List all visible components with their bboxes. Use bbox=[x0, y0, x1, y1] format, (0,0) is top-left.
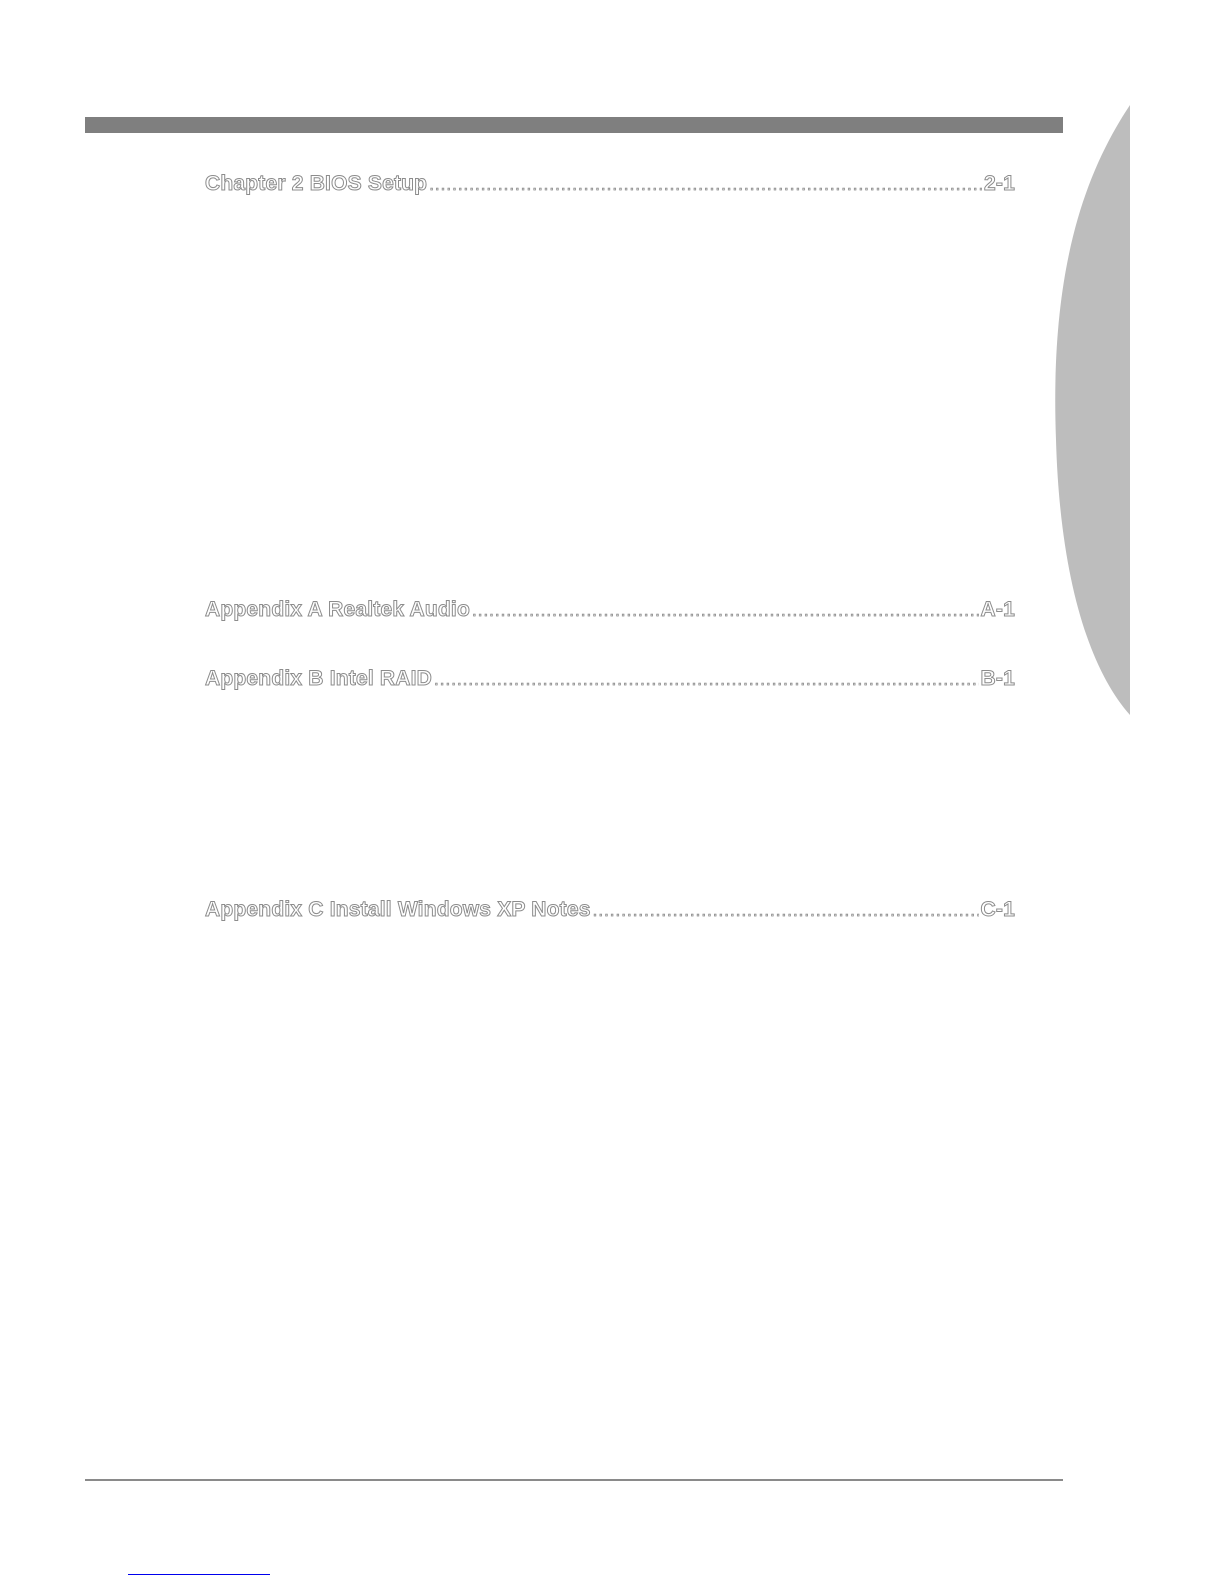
footer-rule bbox=[85, 1479, 1063, 1481]
toc-entry-title: Chapter 2 BIOS Setup bbox=[205, 172, 428, 195]
dot-leader bbox=[429, 175, 982, 195]
footer-link-underline[interactable] bbox=[128, 1574, 270, 1575]
toc-entry-page: C-1 bbox=[980, 898, 1015, 921]
dot-leader bbox=[472, 601, 979, 621]
toc-entry-title: Appendix C Install Windows XP Notes bbox=[205, 898, 591, 921]
toc-entry-page: A-1 bbox=[980, 598, 1015, 621]
toc-entry-title: Appendix A Realtek Audio bbox=[205, 598, 470, 621]
dot-leader bbox=[593, 901, 979, 921]
toc-entry-appendix-b[interactable] bbox=[205, 667, 1015, 697]
toc-entry-appendix-a[interactable] bbox=[205, 598, 1015, 628]
toc-entry-chapter-2[interactable] bbox=[205, 172, 1015, 202]
toc-entry-appendix-c[interactable] bbox=[205, 898, 1015, 928]
toc-entry-page: B-1 bbox=[980, 667, 1015, 690]
toc-entry-page: 2-1 bbox=[984, 172, 1015, 195]
dot-leader bbox=[434, 670, 979, 690]
header-bar bbox=[85, 117, 1063, 133]
side-tab-decoration bbox=[1050, 100, 1140, 730]
toc-entry-title: Appendix B Intel RAID bbox=[205, 667, 433, 690]
